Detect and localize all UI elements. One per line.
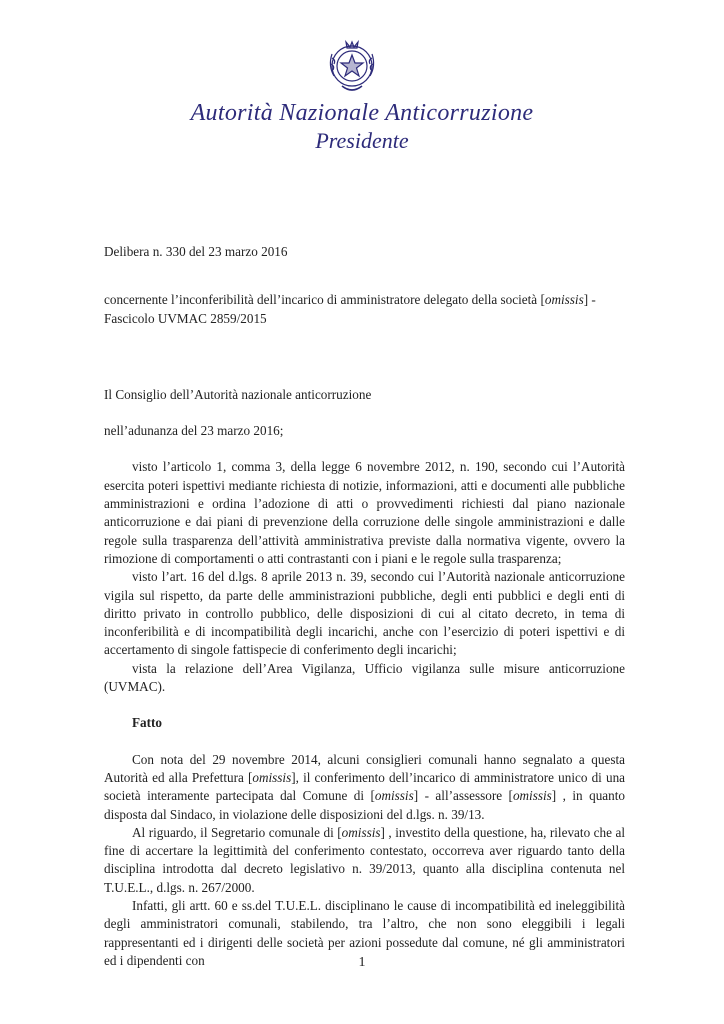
recital-2: visto l’art. 16 del d.lgs. 8 aprile 2013 n. 39, secondo cui l’Autorità nazionale anticorruzione vigila sul rispetto, da parte delle amministrazioni pubbliche, degli enti pubblici e degli enti di diritto privato in controllo pubblico, delle disposizioni di cui al citato decreto, in tema di inconferibilità e di incompatibilità degli incarichi, anche con l’esercizio di poteri ispettivi e di accertamento di singole fattispecie di conferimento degli incarichi; (104, 569, 625, 658)
omissis-mark: omissis (512, 788, 552, 804)
recital-1: visto l’articolo 1, comma 3, della legge 6 novembre 2012, n. 190, secondo cui l’Autorità esercita poteri ispettivi mediante richiesta di notizie, informazioni, atti e documenti alle pubbliche amministrazioni e ordina l’adozione di atti o provvedimenti richiesti dal piano nazionale anticorruzione e dai piani di prevenzione della corruzione delle singole amministrazioni e dalle regole sulla trasparenza dell’attività amministrativa previste dalla normativa vigente, ovvero la rimozione di comportamenti o atti contrastanti con i piani e le regole sulla trasparenza; (104, 459, 625, 566)
recital-3: vista la relazione dell’Area Vigilanza, Ufficio vigilanza sulle misure anticorruzione (UVMAC). (104, 660, 625, 695)
dossier-reference: Fascicolo UVMAC 2859/2015 (104, 310, 267, 326)
deliberation-title: Delibera n. 330 del 23 marzo 2016 (104, 244, 288, 259)
section-heading: Fatto (132, 715, 163, 731)
omissis-mark: omissis (252, 769, 292, 785)
meeting-date: nell’adunanza del 23 marzo 2016; (104, 423, 284, 439)
authority-role: Presidente (315, 128, 409, 153)
page-number: 1 (358, 955, 366, 970)
council-heading: Il Consiglio dell’Autorità nazionale anticorruzione (104, 386, 372, 402)
omissis-mark: omissis (374, 788, 414, 804)
fact-paragraph-1: Con nota del 29 novembre 2014, alcuni consiglieri comunali hanno segnalato a questa Autorità ed alla Prefettura [omissis], il conferimento dell’incarico di amministratore unico di una società interamente partecipata dal Comune di [omissis] - all’assessore [omissis] , in quanto disposta dal Sindaco, in violazione delle disposizioni del d.lgs. n. 39/13. (104, 751, 626, 822)
document-body (104, 243, 625, 970)
fact-paragraph-2: Al riguardo, il Segretario comunale di [omissis] , investito della questione, ha, rilevato che al fine di accertare la legittimità del conferimento contestato, occorreva aver riguardo tanto della disciplina introdotta dal decreto legislativo n. 39/2013, quanto alla disciplina contenuta nel T.U.E.L., d.lgs. n. 267/2000. (104, 824, 625, 895)
omissis-mark: omissis (544, 292, 584, 308)
omissis-mark: omissis (341, 824, 381, 840)
fact-paragraph-3: Infatti, gli artt. 60 e ss.del T.U.E.L. disciplinano le cause di incompatibilità ed ineleggibilità degli amministratori comunali, stabilendo, tra l’altro, che non sono eleggibili i legali rappresentanti ed i dirigenti delle società per azioni possedute dal comune, né gli amministratori ed i dipendenti con (104, 898, 625, 968)
authority-name: Autorità Nazionale Anticorruzione (190, 100, 534, 126)
deliberation-subject: concernente l’inconferibilità dell’incarico di amministratore delegato della società [omissis] - (104, 292, 596, 308)
republic-emblem-icon (320, 36, 384, 100)
